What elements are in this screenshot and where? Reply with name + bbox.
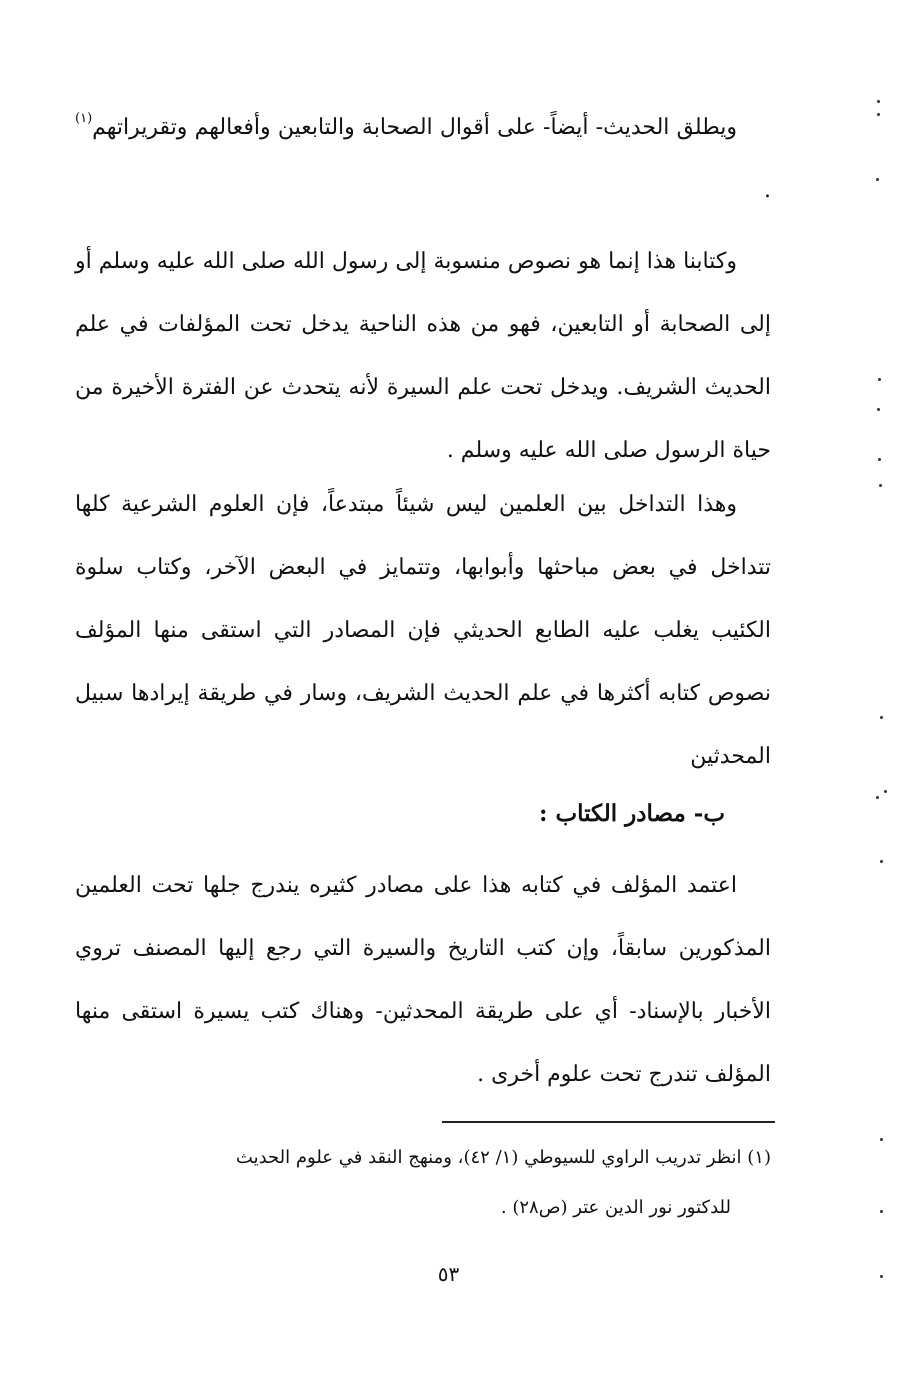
paragraph-hadith-definition-end: . bbox=[764, 178, 771, 203]
scan-speck bbox=[876, 178, 879, 181]
scan-speck bbox=[880, 716, 883, 719]
scan-speck bbox=[877, 100, 880, 103]
section-heading-sources: ب- مصادر الكتاب : bbox=[538, 800, 725, 827]
paragraph-hadith-definition-text: ويطلق الحديث- أيضاً- على أقوال الصحابة والتابعين وأفعالهم وتقريراتهم bbox=[92, 115, 737, 140]
footnote bbox=[75, 1133, 771, 1233]
scan-speck bbox=[884, 790, 887, 793]
paragraph-sciences-overlap: وهذا التداخل بين العلمين ليس شيئاً مبتدعاً، فإن العلوم الشرعية كلها تتداخل في بعض مباحثها وأبوابها، وتتمايز في البعض الآخر، وكتاب سلوة الكئيب يغلب عليه الطابع الحديثي فإن المصادر التي استقى منها المؤلف نصوص كتابه أكثرها في علم الحديث الشريف، وسار في طريقة إيرادها سبيل المحدثين bbox=[75, 492, 771, 769]
footnote-line-1: (١) انظر تدريب الراوي للسيوطي (١/ ٤٢)، ومنهج النقد في علوم الحديث bbox=[235, 1147, 771, 1168]
footnote-line-2: للدكتور نور الدين عتر (ص٢٨) . bbox=[500, 1197, 731, 1218]
footnote-reference: (١) bbox=[75, 111, 93, 126]
scan-speck bbox=[877, 113, 880, 116]
scan-speck bbox=[877, 408, 880, 411]
scan-speck bbox=[880, 1138, 883, 1141]
scan-speck bbox=[879, 484, 882, 487]
scan-speck bbox=[878, 458, 881, 461]
scan-speck bbox=[876, 796, 879, 799]
paragraph-book-nature: وكتابنا هذا إنما هو نصوص منسوبة إلى رسول الله صلى الله عليه وسلم أو إلى الصحابة أو التابعين، فهو من هذه الناحية يدخل تحت المؤلفات في علم الحديث الشريف. ويدخل تحت علم السيرة لأنه يتحدث عن الفترة الأخيرة من حياة الرسول صلى الله عليه وسلم . bbox=[75, 249, 771, 463]
scan-speck bbox=[880, 860, 883, 863]
paragraph-book-sources: اعتمد المؤلف في كتابه هذا على مصادر كثيره يندرج جلها تحت العلمين المذكورين سابقاً، وإن كتب التاريخ والسيرة التي رجع إليها المصنف تروي الأخبار بالإسناد- أي على طريقة المحدثين- وهناك كتب يسيرة استقى منها المؤلف تندرج تحت علوم أخرى . bbox=[75, 873, 771, 1087]
scan-speck bbox=[880, 1210, 883, 1213]
footnote-divider bbox=[442, 1121, 775, 1123]
scan-speck bbox=[878, 378, 881, 381]
paragraph-hadith-definition bbox=[75, 96, 771, 222]
page-number: ٥٣ bbox=[437, 1262, 460, 1286]
scan-speck bbox=[880, 1275, 883, 1278]
